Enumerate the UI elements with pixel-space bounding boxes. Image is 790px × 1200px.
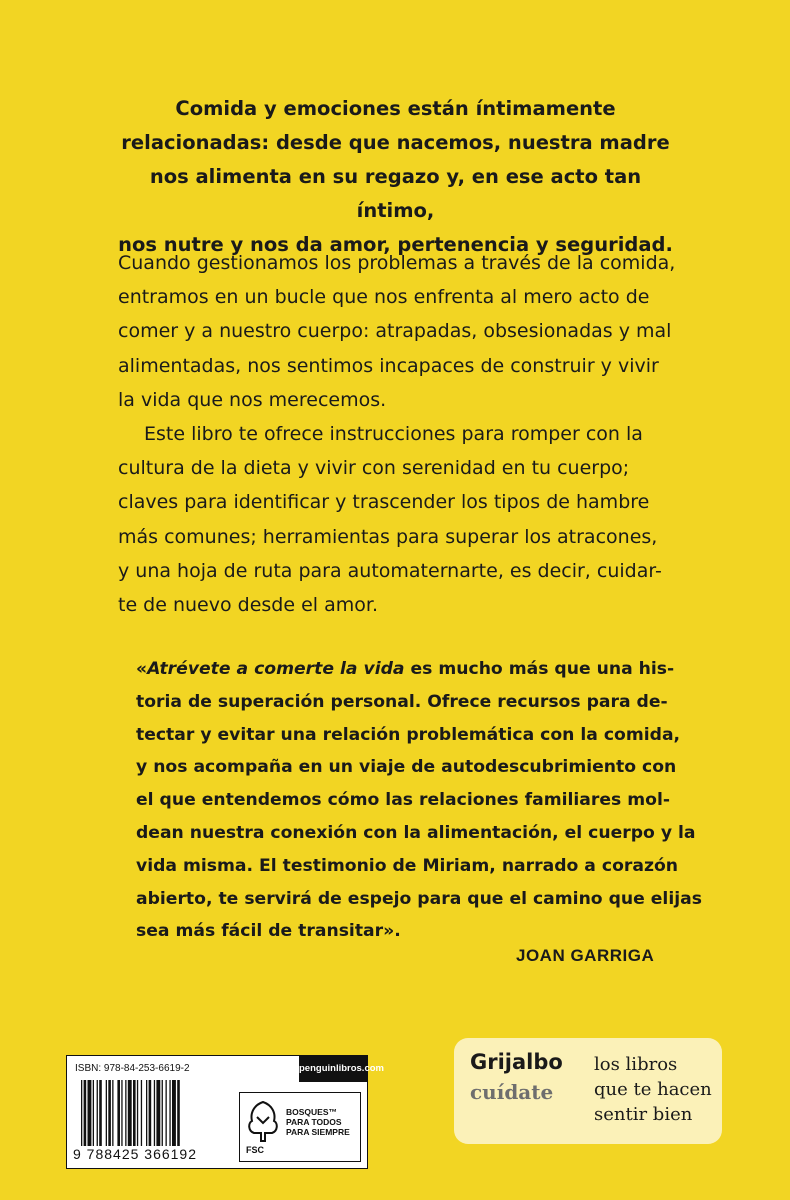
barcode-panel [66,1055,384,1169]
body-line: claves para identificar y trascender los tipos de hambre [118,491,650,514]
lead-line: nos alimenta en su regazo y, en ese acto tan íntimo, [149,165,642,222]
publisher-slogan [594,1052,712,1127]
fsc-slogan-line: PARA TODOS [286,1117,342,1127]
quote-line: dean nuestra conexión con la alimentación, el cuerpo y la [136,822,696,843]
quote-author: JOAN GARRIGA [516,946,655,965]
body-line: y una hoja de ruta para automaternarte, es decir, cuidar- [118,559,662,582]
body-line: Este libro te ofrece instrucciones para romper con la [144,423,643,446]
quoted-book-title: Atrévete a comerte la vida [147,659,405,679]
publisher-website: penguinlibros.com [299,1056,368,1082]
quote-line: y nos acompaña en un viaje de autodescubrimiento con [136,757,677,778]
endorsement-quote [136,653,702,948]
quote-line: toria de superación personal. Ofrece recursos para de- [136,691,668,712]
lead-line: relacionadas: desde que nacemos, nuestra madre [121,131,670,154]
body-line: comer y a nuestro cuerpo: atrapadas, obsesionadas y mal [118,320,672,343]
slogan-line: que te hacen [594,1079,712,1100]
isbn-label: ISBN: 978-84-253-6619-2 [75,1063,190,1074]
body-line: Cuando gestionamos los problemas a través de la comida, [118,252,676,274]
publisher-brand: Grijalbo [470,1050,563,1074]
quote-line [136,653,676,686]
quote-line: tectar y evitar una relación problemática con la comida, [136,724,681,745]
fsc-slogan-line: BOSQUES™ [286,1107,338,1117]
barcode-digits: 9 788425 366192 [73,1146,197,1162]
body-line: te de nuevo desde el amor. [118,594,378,617]
quote-line: sea más fácil de transitar». [136,921,401,942]
fsc-slogan [286,1107,350,1137]
body-paragraphs [118,246,678,622]
slogan-line: sentir bien [594,1104,693,1125]
barcode-icon [79,1080,229,1146]
publisher-collection: cuídate [470,1080,554,1104]
lead-line: Comida y emociones están íntimamente [175,97,616,120]
body-line: más comunes; herramientas para superar los atracones, [118,525,658,548]
fsc-slogan-line: PARA SIEMPRE [286,1127,350,1137]
quote-line: el que entendemos cómo las relaciones familiares mol- [136,790,670,811]
fsc-certification [239,1092,361,1162]
lead-line: nos nutre y nos da amor, pertenencia y seguridad. [118,233,673,256]
quote-open-mark: « [136,659,148,679]
quote-line: abierto, te servirá de espejo para que el camino que elijas [136,888,702,909]
body-line: cultura de la dieta y vivir con serenidad en tu cuerpo; [118,457,630,480]
quote-first-line-rest: es mucho más que una his- [404,659,675,679]
quote-line: vida misma. El testimonio de Miriam, narrado a corazón [136,855,679,876]
body-line: la vida que nos merecemos. [118,388,387,411]
publisher-panel [454,1038,722,1144]
fsc-mark: FSC [246,1145,264,1155]
body-line: alimentadas, nos sentimos incapaces de construir y vivir [118,354,659,377]
fsc-tree-icon [244,1099,282,1143]
body-line: entramos en un bucle que nos enfrenta al mero acto de [118,286,650,309]
lead-paragraph [118,92,673,262]
slogan-line: los libros [594,1054,678,1075]
